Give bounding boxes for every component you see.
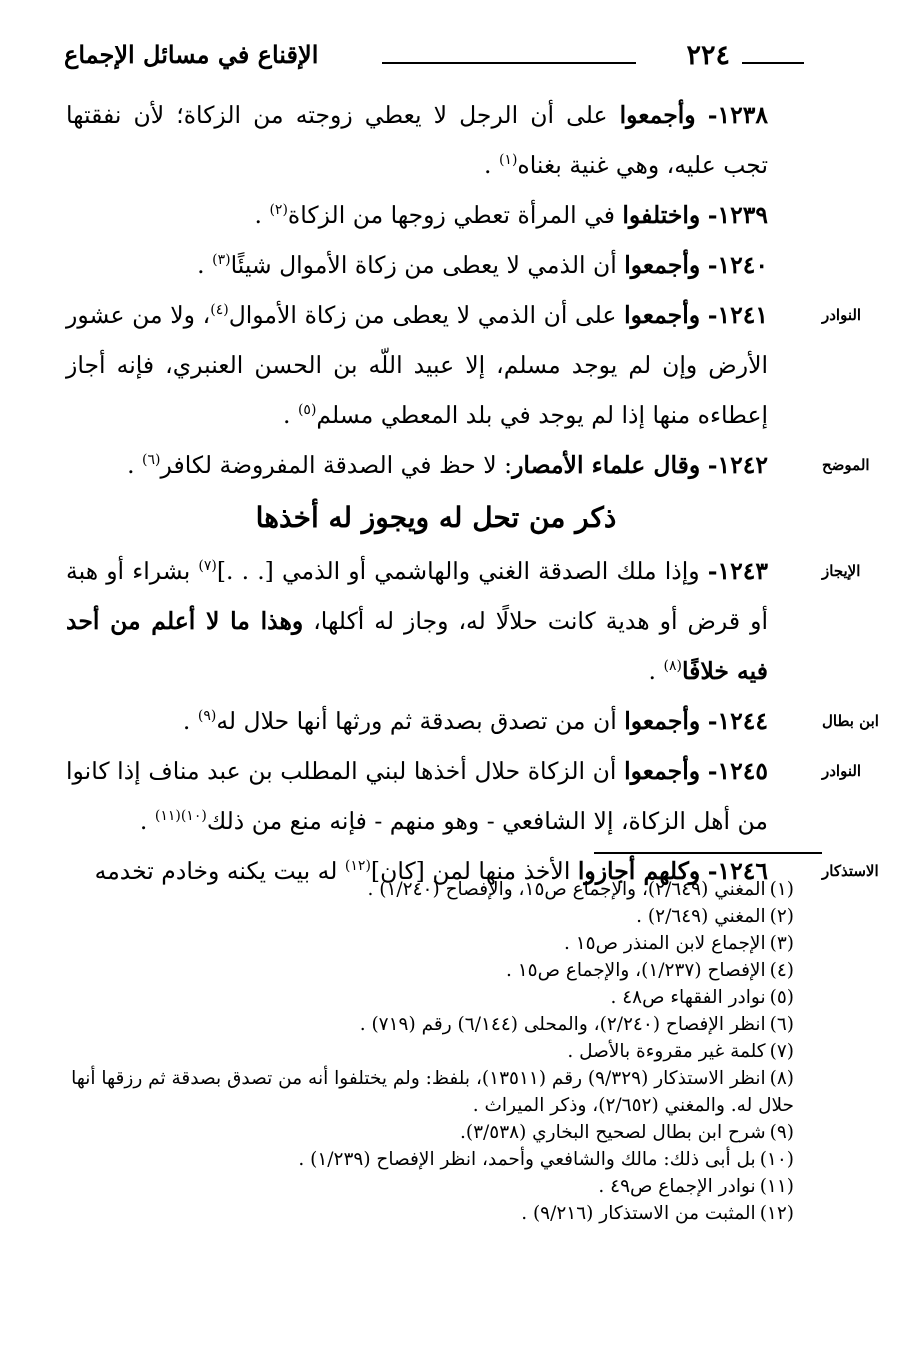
margin-source-label: ابن بطال — [822, 712, 879, 730]
footnote-2 — [70, 903, 794, 930]
entry-number: ١٢٤٥- — [707, 757, 768, 785]
footnote-number: (١١) — [759, 1176, 794, 1197]
entry-1241 — [66, 290, 862, 440]
header-rule-middle — [382, 62, 636, 64]
book-title: الإقناع في مسائل الإجماع — [64, 40, 319, 69]
entry-number: ١٢٤٦- — [707, 857, 768, 885]
entry-number: ١٢٣٨- — [707, 101, 768, 129]
footnote-ref: (٤) — [210, 302, 229, 319]
entry-number: ١٢٤١- — [707, 301, 768, 329]
footnote-1 — [70, 876, 794, 903]
entry-1243 — [66, 546, 861, 696]
entry-text: أن الذمي لا يعطى من زكاة الأموال شيئًا — [230, 251, 625, 279]
entry-lead: واختلفوا — [622, 201, 701, 229]
entry-1244 — [66, 696, 879, 746]
footnote-ref: (١٢) — [344, 858, 371, 875]
footnote-ref: (٧) — [198, 558, 217, 575]
entry-1245 — [66, 746, 862, 846]
footnote-ref: (٥) — [297, 402, 317, 419]
margin-source-label: الموضح — [822, 456, 870, 474]
entry-lead: وأجمعوا — [619, 101, 696, 129]
main-text — [66, 90, 879, 896]
entry-text: وإذا ملك الصدقة الغني والهاشمي أو الذمي [. . .] — [216, 557, 708, 585]
entry-number: ١٢٣٩- — [707, 201, 768, 229]
footnote-number: (٥) — [769, 987, 794, 1008]
entry-tail: . — [254, 201, 270, 229]
entry-lead: وأجمعوا — [624, 301, 701, 329]
footnotes — [70, 876, 794, 1227]
footnote-text: نوادر الفقهاء ص٤٨ . — [610, 987, 766, 1008]
footnote-7 — [70, 1038, 794, 1065]
footnote-number: (١٢) — [759, 1203, 794, 1224]
entry-1238 — [66, 90, 806, 190]
footnote-text: انظر الاستذكار (٩/٣٢٩) رقم (١٣٥١١)، بلفظ: ولم يختلفوا أنه من تصدق بصدقة ثم رزقها أنها حلال له. والمغني (٢/٦٥٢)، وذكر الميراث . — [71, 1068, 794, 1116]
entry-text: أن من تصدق بصدقة ثم ورثها أنها حلال له — [216, 707, 625, 735]
footnote-5 — [70, 984, 794, 1011]
footnote-separator — [594, 852, 822, 854]
entry-number: ١٢٤٤- — [707, 707, 768, 735]
footnote-9 — [70, 1119, 794, 1146]
footnote-ref: (٢) — [269, 202, 288, 219]
entry-tail: . — [197, 251, 213, 279]
running-header — [64, 40, 804, 80]
footnote-number: (١٠) — [759, 1149, 794, 1170]
page-number: ٢٢٤ — [686, 40, 730, 71]
entry-tail: . — [139, 807, 155, 835]
entry-lead: وكلهم أجازوا — [577, 857, 701, 885]
footnote-11 — [70, 1173, 794, 1200]
footnote-text: بل أبى ذلك: مالك والشافعي وأحمد، انظر الإفصاح (١/٢٣٩) . — [298, 1149, 756, 1170]
entry-tail: . — [283, 401, 298, 429]
footnote-3 — [70, 930, 794, 957]
entry-number: ١٢٤٢- — [707, 451, 768, 479]
footnote-number: (١) — [769, 879, 794, 900]
entry-tail: له بيت يكنه وخادم تخدمه — [94, 857, 345, 885]
margin-source-label: الاستذكار — [822, 862, 879, 880]
entry-text: على أن الرجل لا يعطي زوجته من الزكاة؛ لأن نفقتها تجب عليه، وهي غنية بغناه — [66, 101, 768, 179]
entry-bold-statement: وهذا ما لا أعلم من أحد فيه خلافًا — [66, 607, 768, 685]
margin-source-label: النوادر — [822, 762, 862, 780]
footnote-number: (٦) — [769, 1014, 794, 1035]
footnote-12 — [70, 1200, 794, 1227]
entry-lead: وأجمعوا — [624, 251, 701, 279]
footnote-text: المثبت من الاستذكار (٩/٢١٦) . — [521, 1203, 756, 1224]
footnote-number: (٨) — [769, 1068, 794, 1089]
footnote-6 — [70, 1011, 794, 1038]
footnote-10 — [70, 1146, 794, 1173]
footnote-text: شرح ابن بطال لصحيح البخاري (٣/٥٣٨). — [459, 1122, 766, 1143]
footnote-text: الإجماع لابن المنذر ص١٥ . — [563, 933, 766, 954]
footnote-8 — [70, 1065, 794, 1119]
footnote-number: (٤) — [769, 960, 794, 981]
footnote-text: المغني (٢/٦٤٩)، والإجماع ص١٥، والإفصاح (١/٢٤٠) . — [367, 879, 766, 900]
entry-text: على أن الذمي لا يعطى من زكاة الأموال — [228, 301, 625, 329]
footnote-text: انظر الإفصاح (٢/٢٤٠)، والمحلى (٦/١٤٤) رقم (٧١٩) . — [359, 1014, 766, 1035]
entry-number: ١٢٤٠- — [707, 251, 768, 279]
entry-1242 — [66, 440, 870, 490]
entry-text-continued: ، ولا من عشور الأرض وإن لم يوجد مسلم، إلا عبيد اللّه بن الحسن العنبري، فإنه أجاز إعطاءه منها إذا لم يوجد في بلد المعطي مسلم — [66, 301, 768, 429]
margin-source-label: النوادر — [822, 306, 862, 324]
entry-text-continued: بشراء أو هبة أو قرض أو هدية كانت حلالًا له، وجاز له أكلها، — [66, 557, 768, 635]
entry-text: : لا حظ في الصدقة المفروضة لكافر — [160, 451, 513, 479]
footnote-ref: (٣) — [212, 252, 231, 269]
entry-number: ١٢٤٣- — [707, 557, 769, 585]
entry-lead: وقال علماء الأمصار — [512, 451, 701, 479]
footnote-ref: (١) — [498, 152, 518, 169]
entry-text: أن الزكاة حلال أخذها لبني المطلب بن عبد مناف إذا كانوا من أهل الزكاة، إلا الشافعي - وهو منهم - فإنه منع من ذلك — [66, 757, 768, 835]
footnote-number: (٢) — [769, 906, 794, 927]
footnote-number: (٧) — [769, 1041, 794, 1062]
footnote-ref: (٦) — [142, 452, 161, 469]
footnote-number: (٩) — [769, 1122, 794, 1143]
footnote-number: (٣) — [769, 933, 794, 954]
footnote-ref: (٩) — [197, 708, 217, 725]
entry-tail: . — [483, 151, 499, 179]
footnote-ref: (٨) — [663, 658, 682, 675]
entry-text: الأخذ منها لمن [كان] — [370, 857, 578, 885]
footnote-text: كلمة غير مقروءة بالأصل . — [567, 1041, 766, 1062]
entry-tail: . — [648, 657, 664, 685]
footnote-4 — [70, 957, 794, 984]
footnote-text: نوادر الإجماع ص٤٩ . — [598, 1176, 756, 1197]
section-heading: ذكر من تحل له ويجوز له أخذها — [255, 501, 617, 534]
footnote-text: المغني (٢/٦٤٩) . — [636, 906, 766, 927]
entry-tail: . — [182, 707, 198, 735]
entry-lead: وأجمعوا — [624, 757, 701, 785]
entry-text: في المرأة تعطي زوجها من الزكاة — [287, 201, 623, 229]
entry-1239 — [66, 190, 806, 240]
margin-source-label: الإيجاز — [822, 562, 861, 580]
header-rule-right — [742, 62, 804, 64]
entry-tail: . — [127, 451, 143, 479]
footnote-ref: (١٠)(١١) — [154, 808, 207, 825]
entry-1240 — [66, 240, 806, 290]
footnote-text: الإفصاح (١/٢٣٧)، والإجماع ص١٥ . — [505, 960, 766, 981]
entry-lead: وأجمعوا — [624, 707, 701, 735]
